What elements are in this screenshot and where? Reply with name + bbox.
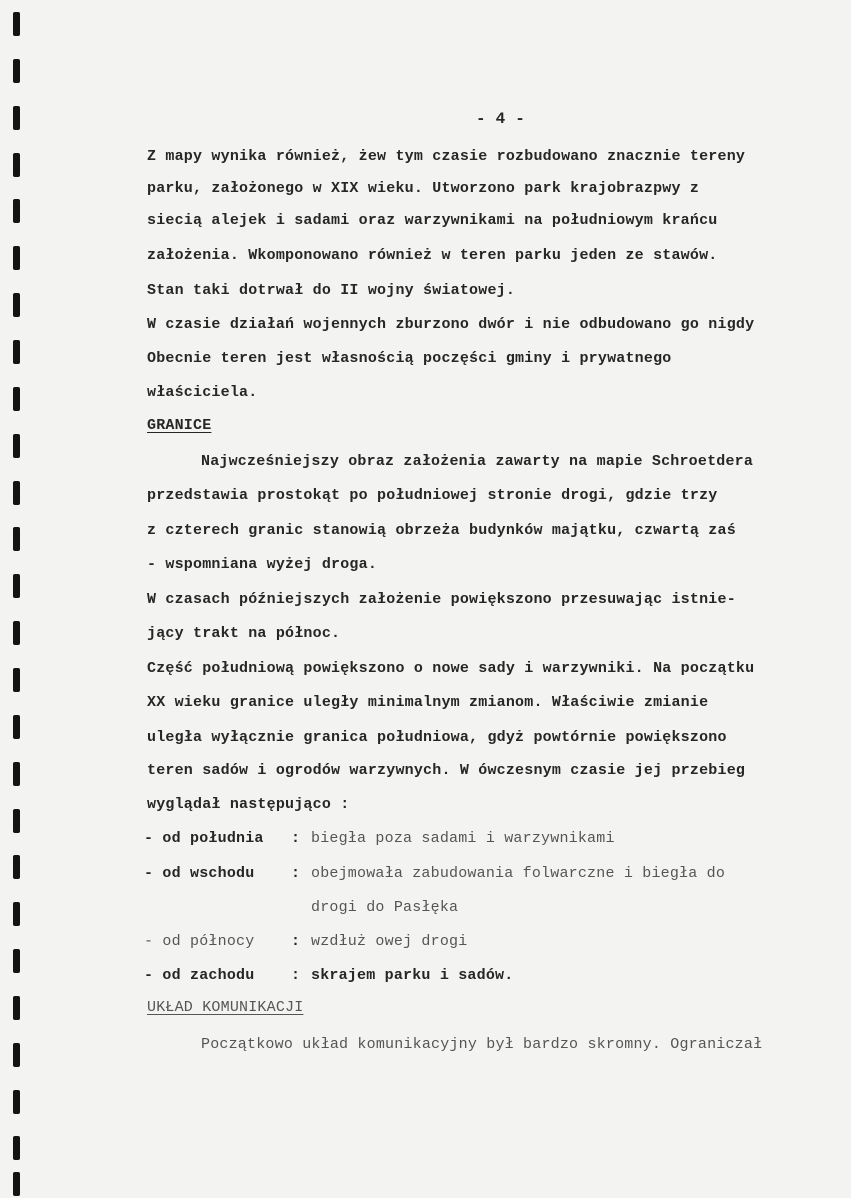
boundary-direction: - od wschodu	[144, 865, 255, 882]
boundary-description-continued: drogi do Pasłęka	[311, 899, 459, 916]
text-line: Stan taki dotrwał do II wojny światowej.	[147, 282, 516, 299]
boundary-separator: :	[291, 967, 301, 984]
section-heading-uklad-komunikacji: UKŁAD KOMUNIKACJI	[147, 999, 304, 1016]
boundary-description: skrajem parku i sadów.	[311, 967, 514, 984]
boundary-description: wzdłuż owej drogi	[311, 933, 468, 950]
boundary-description: obejmowała zabudowania folwarczne i biegła do	[311, 865, 726, 882]
text-line: założenia. Wkomponowano również w teren parku jeden ze stawów.	[147, 247, 718, 264]
boundary-separator: :	[291, 830, 301, 847]
text-line: Obecnie teren jest własnością poczęści gminy i prywatnego	[147, 350, 672, 367]
text-line: W czasie działań wojennych zburzono dwór i nie odbudowano go nigdy	[147, 316, 755, 333]
page-number: - 4 -	[476, 110, 526, 128]
text-line: teren sadów i ogrodów warzywnych. W ówczesnym czasie jej przebieg	[147, 762, 746, 779]
text-line: Najwcześniejszy obraz założenia zawarty na mapie Schroetdera	[201, 453, 754, 470]
boundary-direction: - od północy	[144, 933, 255, 950]
text-line: Część południową powiększono o nowe sady i warzywniki. Na początku	[147, 660, 755, 677]
boundary-separator: :	[291, 865, 301, 882]
text-line: Początkowo układ komunikacyjny był bardzo skromny. Ograniczał	[201, 1036, 763, 1053]
boundary-direction: - od południa	[144, 830, 264, 847]
text-line: siecią alejek i sadami oraz warzywnikami na południowym krańcu	[147, 212, 718, 229]
text-line: jący trakt na północ.	[147, 625, 341, 642]
section-heading-granice: GRANICE	[147, 417, 212, 434]
text-line: przedstawia prostokąt po południowej stronie drogi, gdzie trzy	[147, 487, 718, 504]
text-line: - wspomniana wyżej droga.	[147, 556, 378, 573]
text-line: XX wieku granice uległy minimalnym zmianom. Właściwie zmianie	[147, 694, 709, 711]
text-line: z czterech granic stanowią obrzeża budynków majątku, czwartą zaś	[147, 522, 736, 539]
text-line: uległa wyłącznie granica południowa, gdyż powtórnie powiększono	[147, 729, 727, 746]
boundary-direction: - od zachodu	[144, 967, 255, 984]
text-line: właściciela.	[147, 384, 258, 401]
text-line: W czasach późniejszych założenie powiększono przesuwając istnie-	[147, 591, 736, 608]
boundary-description: biegła poza sadami i warzywnikami	[311, 830, 615, 847]
text-line: Z mapy wynika również, żew tym czasie rozbudowano znacznie tereny	[147, 148, 746, 165]
text-line: wyglądał następująco :	[147, 796, 350, 813]
boundary-separator: :	[291, 933, 301, 950]
text-line: parku, założonego w XIX wieku. Utworzono park krajobrazpwy z	[147, 180, 700, 197]
